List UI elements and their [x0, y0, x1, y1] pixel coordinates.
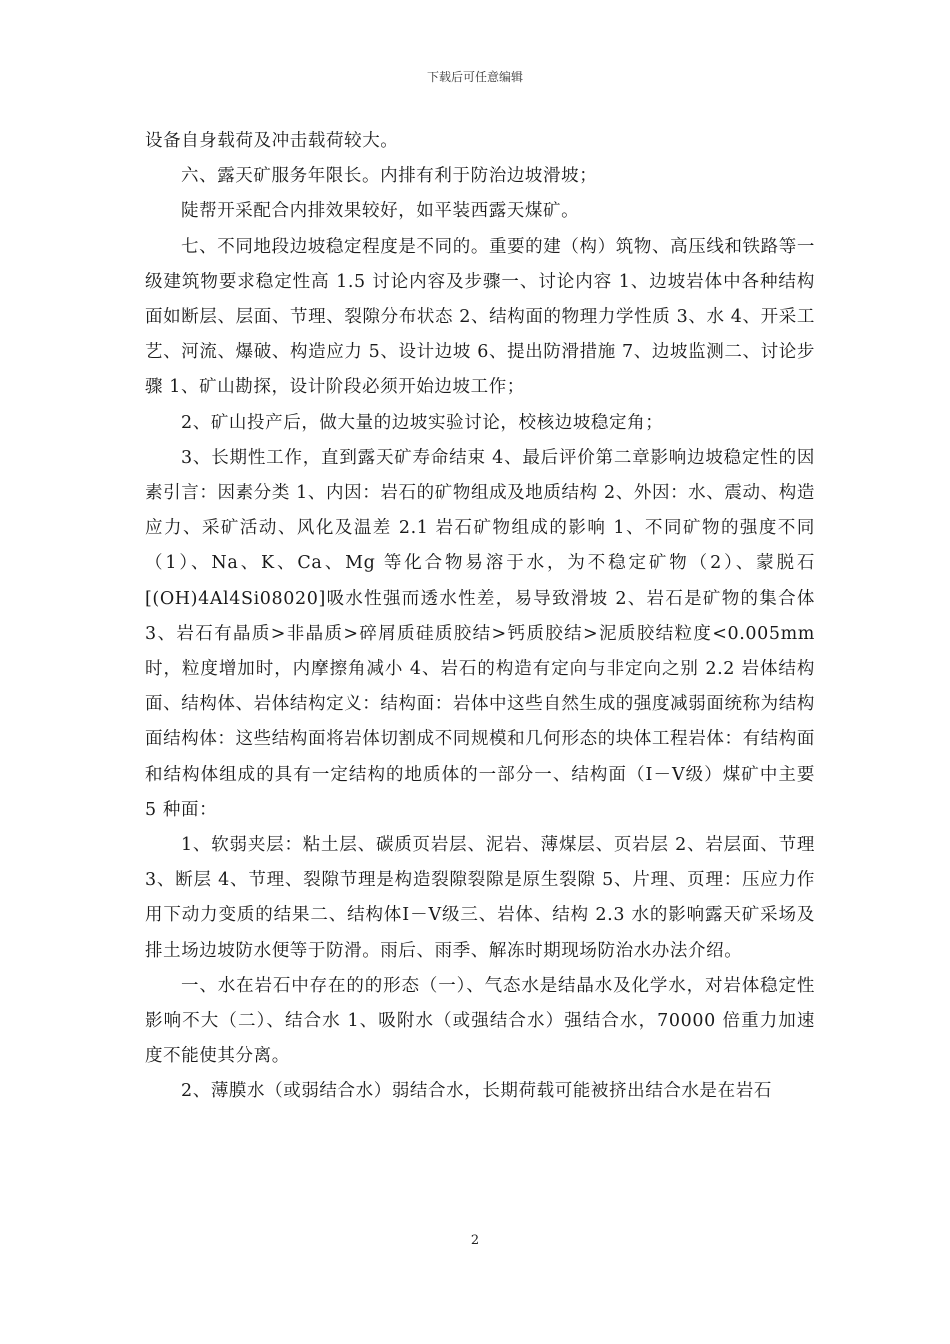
- paragraph: 2、薄膜水（或弱结合水）弱结合水，长期荷载可能被挤出结合水是在岩石: [181, 1081, 772, 1102]
- paragraph: 1、软弱夹层：粘土层、碳质页岩层、泥岩、薄煤层、页岩层 2、岩层面、节理 3、断层 4、节理、裂隙节理是构造裂隙裂隙是原生裂隙 5、片理、页理：压应力作用下动力变质的结果二、结构体Ⅰ－Ⅴ级三、岩体、结构 2.3 水的影响露天矿采场及排土场边坡防水便等于防滑。雨后、雨季、解冻时期现场防治水办法介绍。: [145, 835, 815, 961]
- paragraph: 陡帮开采配合内排效果较好，如平装西露天煤矿。: [181, 201, 580, 222]
- paragraph: 设备自身载荷及冲击载荷较大。: [145, 131, 399, 151]
- paragraph: 2、矿山投产后，做大量的边坡实验讨论，校核边坡稳定角；: [181, 412, 664, 433]
- paragraph: 3、长期性工作，直到露天矿寿命结束 4、最后评价第二章影响边坡稳定性的因素引言：因素分类 1、内因：岩石的矿物组成及地质结构 2、外因：水、震动、构造应力、采矿活动、风化及温差 2.1 岩石矿物组成的影响 1、不同矿物的强度不同（1）、Na、K、Ca、Mg 等化合物易溶于水，为不稳定矿物（2）、蒙脱石[(OH)4Al4Si08020]吸水性强而透水性差，易导致滑坡 2、岩石是矿物的集合体 3、岩石有晶质>非晶质>碎屑质硅质胶结>钙质胶结>泥质胶结粒度<0.005mm 时，粒度增加时，内摩擦角减小 4、岩石的构造有定向与非定向之别 2.2 岩体结构面、结构体、岩体结构定义：结构面：岩体中这些自然生成的强度减弱面统称为结构面结构体：这些结构面将岩体切割成不同规模和几何形态的块体工程岩体：有结构面和结构体组成的具有一定结构的地质体的一部分一、结构面（Ⅰ－Ⅴ级）煤矿中主要 5 种面：: [145, 447, 815, 820]
- paragraph: 七、不同地段边坡稳定程度是不同的。重要的建（构）筑物、高压线和铁路等一级建筑物要求稳定性高 1.5 讨论内容及步骤一、讨论内容 1、边坡岩体中各种结构面如断层、层面、节理、裂隙分布状态 2、结构面的物理力学性质 3、水 4、开采工艺、河流、爆破、构造应力 5、设计边坡 6、提出防滑措施 7、边坡监测二、讨论步骤 1、矿山勘探，设计阶段必须开始边坡工作；: [145, 236, 815, 398]
- document-body: [145, 124, 815, 1110]
- page-header: 下载后可任意编辑: [426, 70, 523, 84]
- paragraph: 一、水在岩石中存在的的形态（一）、气态水是结晶水及化学水，对岩体稳定性影响不大（二）、结合水 1、吸附水（或强结合水）强结合水，70000 倍重力加速度不能使其分离。: [145, 975, 815, 1067]
- page-number: 2: [470, 1233, 480, 1248]
- paragraph: 六、露天矿服务年限长。内排有利于防治边坡滑坡；: [181, 166, 598, 187]
